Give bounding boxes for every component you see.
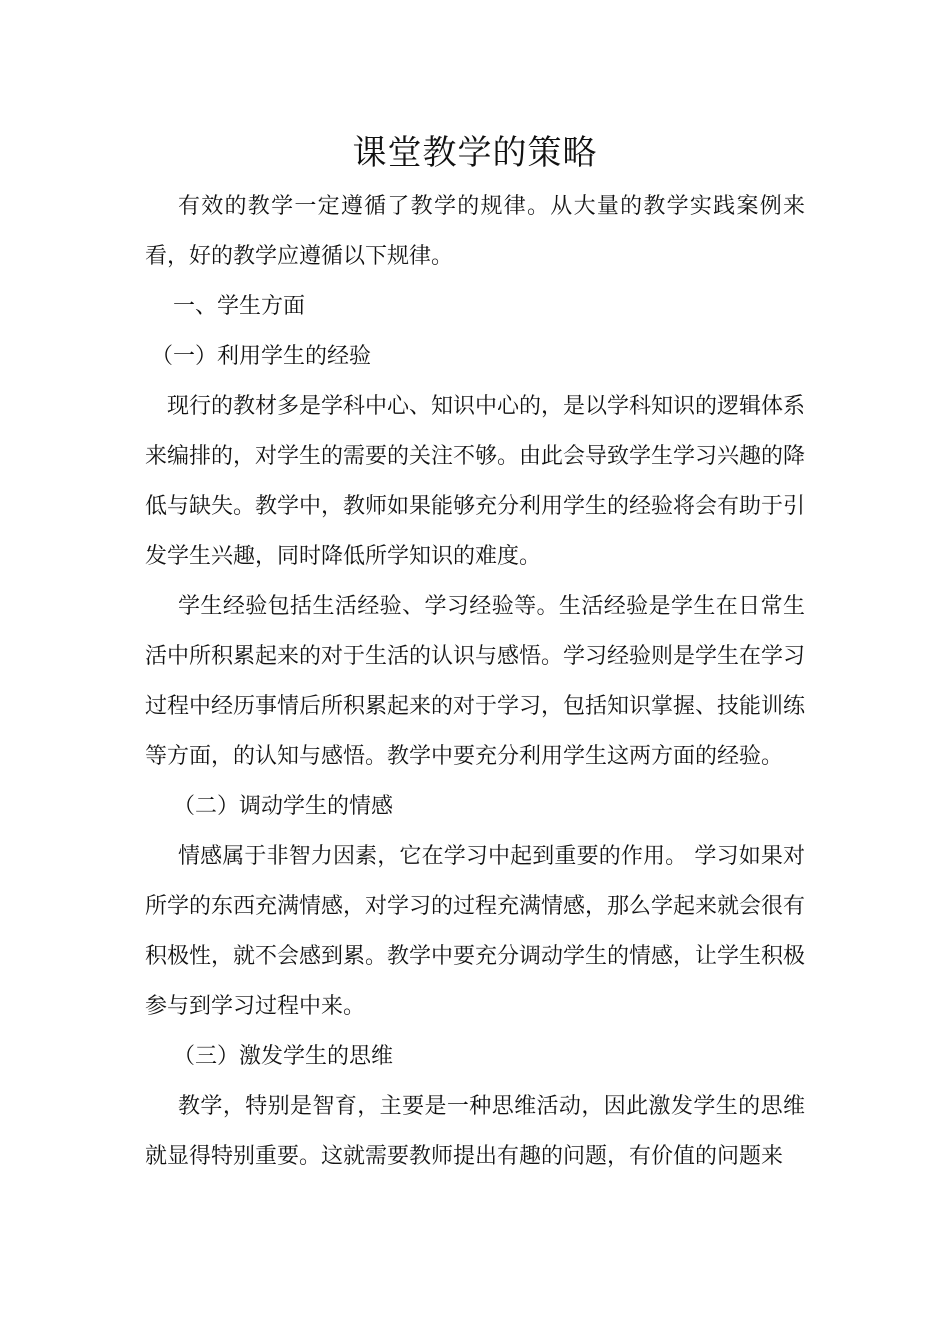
- document-title: 课堂教学的策略: [352, 133, 598, 173]
- subheading-experience: （一）利用学生的经验: [151, 344, 372, 369]
- paragraph-student-experience: 学生经验包括生活经验、学习经验等。生活经验是学生在日常生活中所积累起来的对于生活的认识与感悟。学习经验则是学生在学习过程中经历事情后所积累起来的对于学习，包括知识掌握、技能训练等方面，的认知与感悟。教学中要充分利用学生这两方面的经验。: [145, 594, 806, 769]
- paragraph-experience: 现行的教材多是学科中心、知识中心的，是以学科知识的逻辑体系来编排的，对学生的需要的关注不够。由此会导致学生学习兴趣的降低与缺失。教学中，教师如果能够充分利用学生的经验将会有助于引发学生兴趣，同时降低所学知识的难度。: [145, 394, 806, 569]
- paragraph-intro: 有效的教学一定遵循了教学的规律。从大量的教学实践案例来看，好的教学应遵循以下规律。: [145, 194, 805, 269]
- subheading-thinking: （三）激发学生的思维: [173, 1044, 394, 1069]
- section-heading-students: 一、学生方面: [173, 294, 306, 319]
- paragraph-emotion: 情感属于非智力因素，它在学习中起到重要的作用。 学习如果对所学的东西充满情感，对学习的过程充满情感，那么学起来就会很有积极性，就不会感到累。教学中要充分调动学生的情感，让学生积极参与到学习过程中来。: [145, 844, 806, 1019]
- document-page: [145, 128, 805, 1182]
- paragraph-thinking: 教学，特别是智育，主要是一种思维活动，因此激发学生的思维就显得特别重要。这就需要教师提出有趣的问题，有价值的问题来: [145, 1094, 805, 1169]
- subheading-emotion: （二）调动学生的情感: [173, 794, 394, 819]
